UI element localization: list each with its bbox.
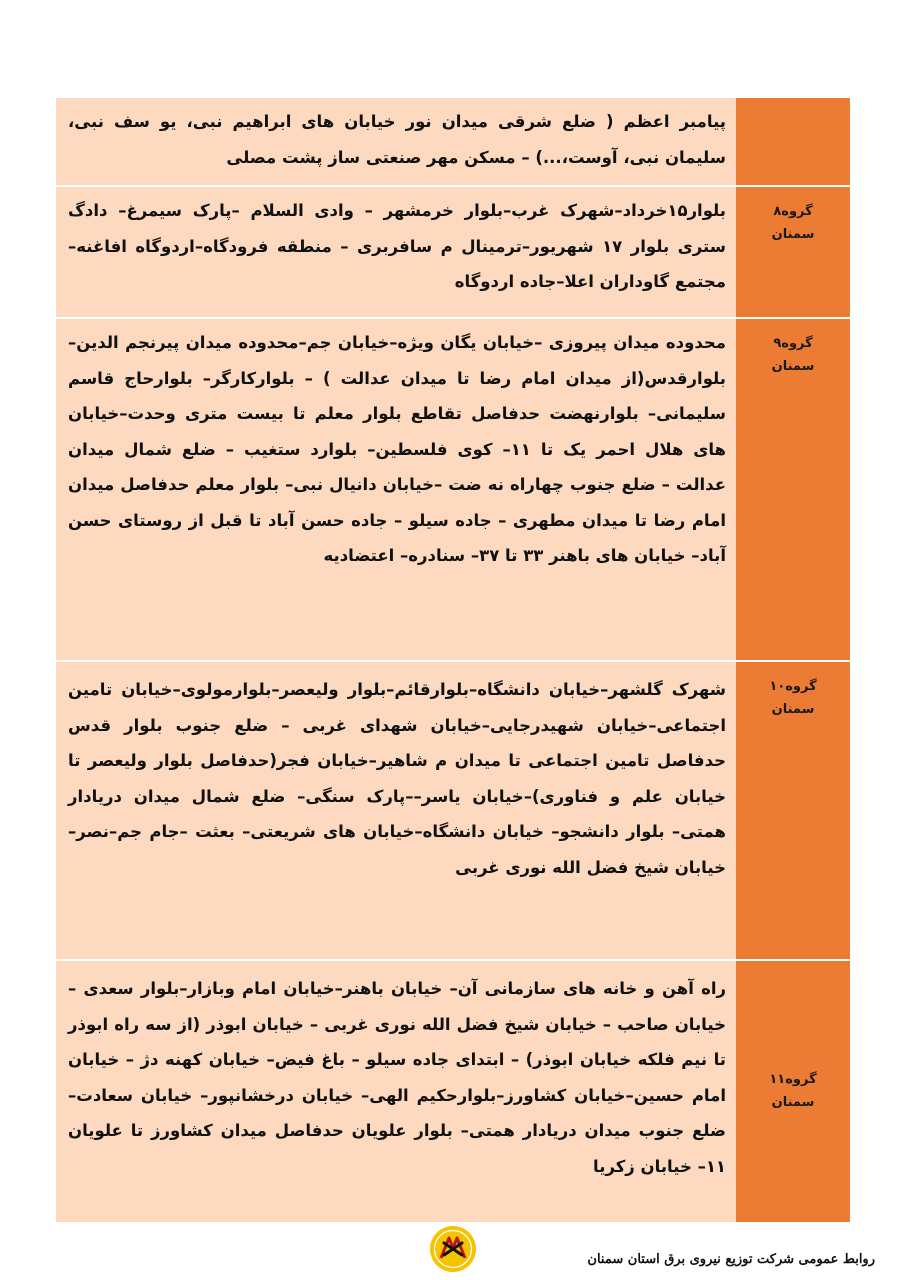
power-company-logo-icon	[428, 1224, 478, 1274]
areas-text: پیامبر اعظم ( ضلع شرقی میدان نور خیابان های ابراهیم نبی، یو سف نبی، سلیمان نبی، آوست،...) – مسکن مهر صنعتی ساز پشت مصلی	[56, 98, 736, 185]
table-row	[56, 319, 850, 662]
group-cell	[736, 319, 850, 660]
city-label: سمنان	[771, 358, 815, 374]
outage-schedule-table	[56, 98, 850, 1224]
areas-text: بلوار۱۵خرداد–شهرک غرب–بلوار خرمشهر – وادی السلام –پارک سیمرغ– دادگ ستری بلوار ۱۷ شهریور–ترمینال م سافربری – منطقه فرودگاه–اردوگاه افاغنه–مجتمع گاوداران اعلا–جاده اردوگاه	[56, 187, 736, 317]
group-cell	[736, 98, 850, 185]
footer	[0, 1222, 905, 1280]
areas-text: راه آهن و خانه های سازمانی آن– خیابان باهنر–خیابان امام وبازار–بلوار سعدی – خیابان صاحب – خیابان شیخ فضل الله نوری غربی – خیابان ابوذر (از سه راه ابوذر تا نیم فلکه خیابان ابوذر) – ابتدای جاده سیلو – باغ فیض– خیابان کهنه دژ – خیابان امام حسین–خیابان کشاورز–بلوارحکیم الهی– خیابان درخشانپور– خیابان سعادت– ضلع جنوب میدان دریادار همتی– بلوار علویان حدفاصل میدان کشاورز تا علویان ۱۱– خیابان زکریا	[56, 961, 736, 1222]
group-cell	[736, 961, 850, 1222]
group-label: گروه۱۱	[769, 1071, 817, 1087]
city-label: سمنان	[771, 701, 815, 717]
group-cell	[736, 662, 850, 959]
table-row	[56, 187, 850, 319]
group-label: گروه۸	[773, 204, 813, 219]
footer-credit: روابط عمومی شرکت توزیع نیروی برق استان سمنان	[587, 1252, 875, 1267]
areas-text: شهرک گلشهر–خیابان دانشگاه–بلوارقائم–بلوار ولیعصر–بلوارمولوی–خیابان تامین اجتماعی–خیابان شهیدرجایی–خیابان شهدای غربی – ضلع جنوب بلوار قدس حدفاصل تامین اجتماعی تا میدان م شاهیر–خیابان فجر(حدفاصل بلوار ولیعصر تا خیابان علم و فناوری)–خیابان یاسر––پارک سنگی– ضلع شمال میدان دریادار همتی– بلوار دانشجو– خیابان دانشگاه–خیابان های شریعتی– بعثت –جام جم–نصر–خیابان شیخ فضل الله نوری غربی	[56, 662, 736, 959]
table-row	[56, 961, 850, 1224]
city-label: سمنان	[771, 1094, 815, 1110]
group-label: گروه۹	[773, 336, 813, 351]
group-cell	[736, 187, 850, 317]
table-row	[56, 662, 850, 961]
group-label: گروه۱۰	[769, 679, 817, 694]
areas-text: محدوده میدان پیروزی –خیابان یگان ویژه–خیابان جم–محدوده میدان پیرنجم الدین–بلوارقدس(از میدان امام رضا تا میدان عدالت ) – بلوارکارگر– بلوارحاج قاسم سلیمانی– بلوارنهضت حدفاصل تقاطع بلوار معلم تا بیست متری وحدت–خیابان های هلال احمر یک تا ۱۱– کوی فلسطین– بلوارد ستغیب – ضلع شمال میدان عدالت – ضلع جنوب چهاراه نه ضت –خیابان دانیال نبی– بلوار معلم حدفاصل میدان امام رضا تا میدان مطهری – جاده سیلو – جاده حسن آباد تا قبل از روستای حسن آباد– خیابان های باهنر ۳۳ تا ۳۷– سنادره– اعتضادیه	[56, 319, 736, 660]
table-row	[56, 98, 850, 187]
city-label: سمنان	[771, 226, 815, 242]
